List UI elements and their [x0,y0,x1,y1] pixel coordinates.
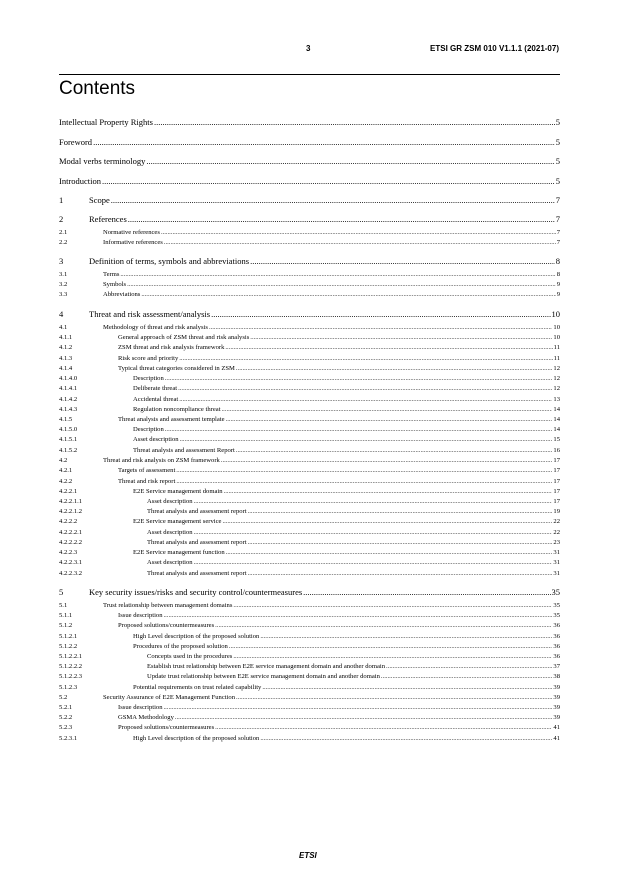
toc-entry-page: 17 [553,467,560,474]
toc-leader-dots [236,693,552,702]
toc-entry-number: 4.1.4.0 [59,375,78,382]
toc-entry-number: 4.2.2.1.2 [59,508,83,515]
toc-leader-dots [164,238,556,247]
header-rule [59,74,560,75]
toc-entry[interactable] [59,323,560,332]
toc-entry-number: 4.2.2.2 [59,518,78,525]
toc-leader-dots [233,652,552,661]
toc-entry[interactable] [59,672,560,681]
toc-entry[interactable] [59,374,560,383]
toc-leader-dots [236,364,553,373]
toc-leader-dots [165,425,553,434]
toc-leader-dots [236,446,553,455]
toc-entry-number: 4.1.3 [59,355,73,362]
toc-entry-title: Scope [89,195,110,205]
toc-entry-number: 5.1.2.2.3 [59,673,83,680]
toc-leader-dots [215,621,552,630]
toc-entry-number: 4.2.2.3.2 [59,570,83,577]
toc-entry[interactable] [59,642,560,651]
toc-entry-page: 12 [553,385,560,392]
toc-entry[interactable] [59,652,560,661]
toc-entry-title: Threat analysis and assessment report [147,539,247,546]
toc-entry[interactable] [59,734,560,743]
toc-leader-dots [221,456,553,465]
toc-entry-title: Key security issues/risks and security control/countermeasures [89,587,303,597]
toc-entry-page: 10 [551,309,560,319]
toc-entry[interactable] [59,364,560,373]
toc-leader-dots [128,214,555,225]
toc-entry-number: 4.2.1 [59,467,73,474]
toc-entry-page: 10 [553,324,560,331]
toc-entry[interactable] [59,354,560,363]
toc-entry-number: 4.1.5.1 [59,436,78,443]
toc-leader-dots [262,683,552,692]
toc-entry[interactable] [59,415,560,424]
toc-entry-number: 5.1.2.2.1 [59,653,83,660]
toc-entry-title: Threat analysis and assessment report [147,570,247,577]
toc-entry-number: 4.1 [59,324,68,331]
header-page-number: 3 [306,44,311,53]
toc-entry-page: 35 [551,587,560,597]
toc-entry-number: 5.2.3.1 [59,735,78,742]
toc-leader-dots [381,672,553,681]
toc-entry-title: Threat analysis and assessment report [147,508,247,515]
toc-entry-title: Targets of assessment [118,467,176,474]
toc-leader-dots [215,723,552,732]
toc-entry[interactable] [59,446,560,455]
toc-entry-page: 35 [553,602,560,609]
toc-entry-number: 4.1.4.1 [59,385,78,392]
toc-entry-title: Asset description [147,559,193,566]
toc-entry-page: 37 [553,663,560,670]
toc-entry-number: 4.1.2 [59,344,73,351]
toc-entry[interactable] [59,256,560,267]
toc-entry[interactable] [59,538,560,547]
toc-leader-dots [178,384,552,393]
toc-entry-number: 4.2.2.3 [59,549,78,556]
toc-entry-page: 9 [556,291,560,298]
toc-entry-title: Security Assurance of E2E Management Function [103,694,236,701]
toc-entry[interactable] [59,425,560,434]
toc-entry-number: 5.1.2.1 [59,633,78,640]
toc-entry-number: 3.2 [59,281,68,288]
toc-leader-dots [250,333,552,342]
toc-leader-dots [141,290,555,299]
toc-leader-dots [93,137,555,148]
toc-leader-dots [224,487,553,496]
toc-entry[interactable] [59,487,560,496]
toc-entry[interactable] [59,611,560,620]
toc-entry[interactable] [59,693,560,702]
toc-entry-number: 5.2.1 [59,704,73,711]
toc-entry[interactable] [59,228,560,237]
toc-entry-number: 3.3 [59,291,68,298]
toc-entry-title: Asset description [147,529,193,536]
toc-entry-number: 4.2.2.3.1 [59,559,83,566]
toc-entry-page: 39 [553,694,560,701]
toc-entry-title: Methodology of threat and risk analysis [103,324,208,331]
toc-leader-dots [164,611,553,620]
toc-entry-title: Procedures of the proposed solution [133,643,228,650]
toc-entry-page: 12 [553,365,560,372]
toc-entry-title: Proposed solutions/countermeasures [118,622,215,629]
toc-entry-page: 36 [553,622,560,629]
toc-entry-page: 36 [553,633,560,640]
toc-entry-page: 5 [555,176,560,186]
toc-entry-page: 9 [556,281,560,288]
toc-entry-number: 5.2 [59,694,68,701]
toc-entry-title: Introduction [59,176,102,186]
toc-entry-title: GSMA Methodology [118,714,174,721]
toc-entry-page: 10 [553,334,560,341]
toc-entry[interactable] [59,309,560,320]
toc-leader-dots [180,435,553,444]
toc-entry-page: 17 [553,457,560,464]
toc-entry[interactable] [59,528,560,537]
toc-leader-dots [165,374,553,383]
toc-entry-title: Issue description [118,704,163,711]
toc-entry[interactable] [59,466,560,475]
toc-entry-title: High Level description of the proposed solution [133,633,260,640]
toc-leader-dots [194,497,553,506]
toc-leader-dots [175,713,553,722]
toc-entry[interactable] [59,238,560,247]
toc-entry[interactable] [59,156,560,167]
toc-entry-number: 5.2.2 [59,714,73,721]
toc-entry[interactable] [59,683,560,692]
toc-entry-number: 4.2.2.2.1 [59,529,83,536]
toc-leader-dots [229,642,553,651]
toc-entry-title: Concepts used in the procedures [147,653,233,660]
toc-entry-number: 5.1.2 [59,622,73,629]
toc-entry-page: 23 [553,539,560,546]
toc-entry-title: E2E Service management domain [133,488,223,495]
toc-entry-page: 15 [553,436,560,443]
toc-entry-page: 31 [553,559,560,566]
toc-entry[interactable] [59,405,560,414]
toc-entry-page: 14 [553,426,560,433]
toc-entry-title: ZSM threat and risk analysis framework [118,344,225,351]
toc-entry-number: 4.1.5 [59,416,73,423]
toc-entry-page: 17 [553,488,560,495]
toc-leader-dots [161,228,556,237]
toc-entry-title: Description [133,426,164,433]
toc-entry-page: 36 [553,653,560,660]
toc-leader-dots [225,343,552,352]
toc-leader-dots [179,354,552,363]
toc-entry-page: 39 [553,704,560,711]
toc-leader-dots [248,569,553,578]
toc-entry-number: 4.2.2.1 [59,488,78,495]
toc-leader-dots [386,662,552,671]
toc-entry[interactable] [59,290,560,299]
toc-entry-title: Terms [103,271,120,278]
toc-leader-dots [164,703,553,712]
toc-entry[interactable] [59,507,560,516]
toc-leader-dots [179,395,552,404]
toc-entry-title: Update trust relationship between E2E service management domain and another domain [147,673,380,680]
toc-entry-page: 12 [553,375,560,382]
toc-leader-dots [209,323,552,332]
toc-entry-number: 4.1.4 [59,365,73,372]
toc-entry-page: 39 [553,714,560,721]
toc-entry-title: Normative references [103,229,160,236]
toc-leader-dots [222,405,553,414]
toc-entry[interactable] [59,662,560,671]
toc-leader-dots [226,548,553,557]
toc-leader-dots [111,195,555,206]
toc-entry[interactable] [59,477,560,486]
toc-entry[interactable] [59,214,560,225]
toc-entry-number: 1 [59,195,64,205]
toc-entry-number: 5.1 [59,602,68,609]
toc-entry-title: Threat and risk report [118,478,176,485]
toc-entry[interactable] [59,395,560,404]
toc-entry-title: Definition of terms, symbols and abbreviations [89,256,250,266]
toc-entry[interactable] [59,456,560,465]
toc-entry[interactable] [59,343,560,352]
toc-entry-number: 2.1 [59,229,68,236]
toc-entry[interactable] [59,621,560,630]
toc-entry-number: 4.1.1 [59,334,73,341]
toc-leader-dots [127,280,556,289]
toc-entry-page: 31 [553,549,560,556]
toc-entry-page: 41 [553,735,560,742]
toc-entry-page: 7 [555,195,560,205]
toc-entry[interactable] [59,384,560,393]
toc-entry[interactable] [59,333,560,342]
toc-entry-title: E2E Service management service [133,518,222,525]
toc-entry[interactable] [59,601,560,610]
toc-entry-number: 3 [59,256,64,266]
toc-entry[interactable] [59,195,560,206]
toc-entry-title: Asset description [147,498,193,505]
toc-entry-number: 4.1.5.2 [59,447,78,454]
toc-entry-page: 8 [555,256,560,266]
toc-entry-title: Potential requirements on trust related capability [133,684,262,691]
toc-leader-dots [176,466,552,475]
toc-entry-number: 4.1.4.3 [59,406,78,413]
toc-leader-dots [233,601,552,610]
toc-entry-title: Description [133,375,164,382]
toc-entry-number: 4.2 [59,457,68,464]
toc-entry-number: 2 [59,214,64,224]
toc-leader-dots [260,734,552,743]
toc-entry-page: 13 [553,396,560,403]
toc-leader-dots [146,156,554,167]
toc-entry[interactable] [59,280,560,289]
toc-entry-title: Trust relationship between management domains [103,602,233,609]
toc-entry-page: 7 [556,229,560,236]
toc-entry-page: 7 [555,214,560,224]
toc-entry-title: Threat analysis and assessment template [118,416,225,423]
toc-entry-page: 5 [555,156,560,166]
toc-leader-dots [194,528,553,537]
toc-leader-dots [120,270,555,279]
toc-entry-title: References [89,214,127,224]
toc-entry-title: Issue description [118,612,163,619]
toc-leader-dots [248,507,553,516]
toc-entry-page: 5 [555,137,560,147]
toc-entry-page: 11 [553,344,560,351]
toc-entry[interactable] [59,548,560,557]
toc-leader-dots [222,517,552,526]
toc-entry[interactable] [59,558,560,567]
toc-entry-title: Risk score and priority [118,355,179,362]
toc-entry-page: 17 [553,478,560,485]
toc-entry[interactable] [59,517,560,526]
toc-entry-page: 5 [555,117,560,127]
toc-entry-number: 4 [59,309,64,319]
page-title: Contents [59,78,136,99]
toc-entry-title: Modal verbs terminology [59,156,146,166]
toc-entry-page: 14 [553,416,560,423]
toc-entry[interactable] [59,569,560,578]
toc-leader-dots [102,176,555,187]
toc-entry-title: Proposed solutions/countermeasures [118,724,215,731]
toc-leader-dots [250,256,555,267]
toc-entry-number: 5.1.2.3 [59,684,78,691]
toc-entry-number: 5.2.3 [59,724,73,731]
toc-entry-page: 19 [553,508,560,515]
toc-leader-dots [154,117,555,128]
toc-entry[interactable] [59,137,560,148]
toc-entry[interactable] [59,587,560,598]
toc-entry-title: Accidental threat [133,396,179,403]
toc-entry-title: Regulation noncompliance threat [133,406,221,413]
toc-leader-dots [248,538,553,547]
toc-entry-number: 4.1.4.2 [59,396,78,403]
toc-entry-number: 4.2.2 [59,478,73,485]
toc-leader-dots [194,558,553,567]
toc-entry-page: 31 [553,570,560,577]
toc-entry-page: 16 [553,447,560,454]
toc-entry-page: 11 [553,355,560,362]
toc-entry-title: Threat and risk assessment/analysis [89,309,211,319]
toc-entry-page: 8 [556,271,560,278]
toc-entry[interactable] [59,117,560,128]
toc-entry-title: Threat and risk analysis on ZSM framework [103,457,220,464]
toc-entry[interactable] [59,703,560,712]
toc-entry-page: 22 [553,518,560,525]
toc-entry-number: 2.2 [59,239,68,246]
toc-leader-dots [176,477,552,486]
header-document-id: ETSI GR ZSM 010 V1.1.1 (2021-07) [430,44,559,53]
toc-entry-title: Abbreviations [103,291,141,298]
toc-entry-number: 5 [59,587,64,597]
toc-entry[interactable] [59,497,560,506]
toc-entry-title: Informative references [103,239,163,246]
toc-entry[interactable] [59,713,560,722]
toc-entry-page: 14 [553,406,560,413]
toc-entry-number: 5.1.1 [59,612,73,619]
toc-entry-number: 4.2.2.1.1 [59,498,83,505]
toc-entry-title: Deliberate threat [133,385,178,392]
toc-entry-title: Asset description [133,436,179,443]
toc-entry[interactable] [59,435,560,444]
toc-entry-page: 35 [553,612,560,619]
toc-entry-title: High Level description of the proposed solution [133,735,260,742]
toc-entry-title: Foreword [59,137,93,147]
toc-leader-dots [226,415,553,424]
toc-entry-title: E2E Service management function [133,549,225,556]
toc-entry-title: Typical threat categories considered in ZSM [118,365,235,372]
toc-entry-title: Threat analysis and assessment Report [133,447,235,454]
footer-logo-text: ETSI [299,851,317,860]
toc-entry[interactable] [59,723,560,732]
toc-entry-title: Symbols [103,281,127,288]
toc-leader-dots [260,632,552,641]
toc-entry[interactable] [59,632,560,641]
toc-entry-number: 4.2.2.2.2 [59,539,83,546]
toc-entry-page: 36 [553,643,560,650]
toc-leader-dots [211,309,550,320]
toc-entry-page: 39 [553,684,560,691]
toc-leader-dots [303,587,550,598]
toc-entry-page: 7 [556,239,560,246]
toc-entry-number: 5.1.2.2.2 [59,663,83,670]
toc-entry-number: 5.1.2.2 [59,643,78,650]
toc-entry-page: 41 [553,724,560,731]
toc-entry-page: 17 [553,498,560,505]
toc-entry-page: 38 [553,673,560,680]
toc-entry[interactable] [59,270,560,279]
toc-entry-title: Intellectual Property Rights [59,117,153,127]
toc-entry-title: Establish trust relationship between E2E service management domain and another domain [147,663,386,670]
toc-entry-page: 22 [553,529,560,536]
toc-entry[interactable] [59,176,560,187]
toc-entry-title: General approach of ZSM threat and risk analysis [118,334,250,341]
toc-entry-number: 4.1.5.0 [59,426,78,433]
toc-entry-number: 3.1 [59,271,68,278]
